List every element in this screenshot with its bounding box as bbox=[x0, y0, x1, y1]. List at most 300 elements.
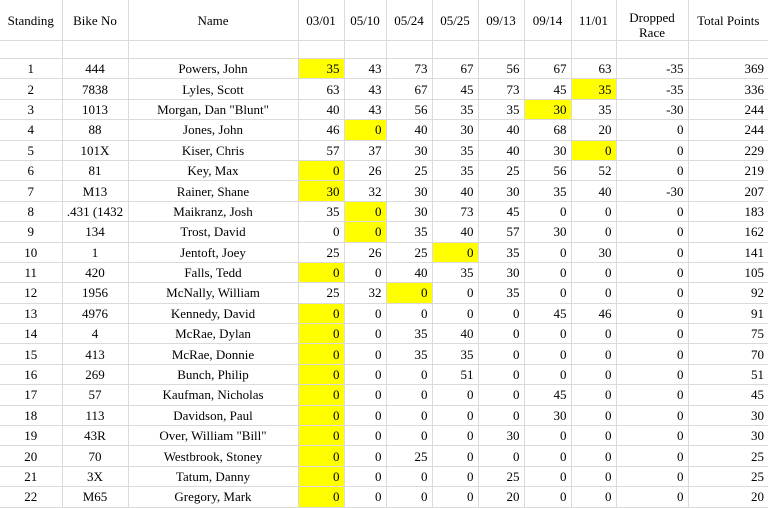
bike-no-cell: 420 bbox=[62, 262, 128, 282]
standing-cell: 13 bbox=[0, 303, 62, 323]
standing-cell: 18 bbox=[0, 405, 62, 425]
score-cell: 35 bbox=[478, 99, 524, 119]
dropped-race-cell: 0 bbox=[616, 487, 688, 507]
score-cell: 0 bbox=[344, 364, 386, 384]
standing-cell: 2 bbox=[0, 79, 62, 99]
bike-no-cell: 1 bbox=[62, 242, 128, 262]
score-cell: 0 bbox=[571, 466, 616, 486]
score-cell: 30 bbox=[432, 120, 478, 140]
header-row bbox=[0, 0, 768, 41]
score-cell: 40 bbox=[571, 181, 616, 201]
score-cell: 0 bbox=[298, 303, 344, 323]
score-cell: 0 bbox=[524, 262, 571, 282]
table-row bbox=[0, 262, 768, 282]
score-cell: 0 bbox=[386, 364, 432, 384]
dropped-race-cell: -35 bbox=[616, 59, 688, 79]
name-cell: Rainer, Shane bbox=[128, 181, 298, 201]
score-cell: 0 bbox=[298, 405, 344, 425]
score-cell: 30 bbox=[478, 426, 524, 446]
bike-no-cell: 70 bbox=[62, 446, 128, 466]
score-cell: 0 bbox=[432, 466, 478, 486]
header-dropped-line1: Dropped bbox=[629, 10, 675, 25]
table-row bbox=[0, 487, 768, 507]
total-points-cell: 92 bbox=[688, 283, 768, 303]
dropped-race-cell: 0 bbox=[616, 201, 688, 221]
standing-cell: 15 bbox=[0, 344, 62, 364]
dropped-race-cell: 0 bbox=[616, 120, 688, 140]
name-cell: Gregory, Mark bbox=[128, 487, 298, 507]
score-cell: 67 bbox=[386, 79, 432, 99]
score-cell: 0 bbox=[432, 446, 478, 466]
table-row bbox=[0, 99, 768, 119]
score-cell: 56 bbox=[386, 99, 432, 119]
table-row bbox=[0, 303, 768, 323]
dropped-race-cell: 0 bbox=[616, 324, 688, 344]
total-points-cell: 45 bbox=[688, 385, 768, 405]
dropped-race-cell: 0 bbox=[616, 262, 688, 282]
dropped-race-cell: 0 bbox=[616, 222, 688, 242]
score-cell: 0 bbox=[386, 405, 432, 425]
bike-no-cell: 3X bbox=[62, 466, 128, 486]
score-cell: 0 bbox=[478, 303, 524, 323]
score-cell: 0 bbox=[344, 303, 386, 323]
total-points-cell: 70 bbox=[688, 344, 768, 364]
score-cell: 0 bbox=[571, 344, 616, 364]
bike-no-cell: 1013 bbox=[62, 99, 128, 119]
score-cell: 63 bbox=[298, 79, 344, 99]
score-cell: 25 bbox=[478, 466, 524, 486]
name-cell: Key, Max bbox=[128, 160, 298, 180]
total-points-cell: 105 bbox=[688, 262, 768, 282]
dropped-race-cell: 0 bbox=[616, 364, 688, 384]
dropped-race-cell: 0 bbox=[616, 466, 688, 486]
dropped-race-cell: 0 bbox=[616, 283, 688, 303]
score-cell: 46 bbox=[571, 303, 616, 323]
bike-no-cell: 101X bbox=[62, 140, 128, 160]
score-cell: 25 bbox=[386, 446, 432, 466]
dropped-race-cell: -30 bbox=[616, 99, 688, 119]
total-points-cell: 336 bbox=[688, 79, 768, 99]
score-cell: 35 bbox=[432, 344, 478, 364]
table-row bbox=[0, 181, 768, 201]
standing-cell: 10 bbox=[0, 242, 62, 262]
total-points-cell: 75 bbox=[688, 324, 768, 344]
total-points-cell: 369 bbox=[688, 59, 768, 79]
score-cell: 0 bbox=[344, 446, 386, 466]
bike-no-cell: 134 bbox=[62, 222, 128, 242]
score-cell: 0 bbox=[298, 324, 344, 344]
score-cell: 43 bbox=[344, 79, 386, 99]
name-cell: Westbrook, Stoney bbox=[128, 446, 298, 466]
header-bike-no: Bike No bbox=[62, 0, 128, 41]
standing-cell: 19 bbox=[0, 426, 62, 446]
bike-no-cell: 88 bbox=[62, 120, 128, 140]
score-cell: 25 bbox=[298, 242, 344, 262]
score-cell: 57 bbox=[298, 140, 344, 160]
standing-cell: 7 bbox=[0, 181, 62, 201]
score-cell: 0 bbox=[344, 385, 386, 405]
score-cell: 26 bbox=[344, 242, 386, 262]
name-cell: Maikranz, Josh bbox=[128, 201, 298, 221]
score-cell: 40 bbox=[432, 324, 478, 344]
score-cell: 45 bbox=[432, 79, 478, 99]
score-cell: 0 bbox=[432, 405, 478, 425]
total-points-cell: 162 bbox=[688, 222, 768, 242]
name-cell: Trost, David bbox=[128, 222, 298, 242]
name-cell: Lyles, Scott bbox=[128, 79, 298, 99]
spacer-row bbox=[0, 41, 768, 59]
score-cell: 0 bbox=[524, 446, 571, 466]
score-cell: 35 bbox=[432, 262, 478, 282]
name-cell: Falls, Tedd bbox=[128, 262, 298, 282]
name-cell: Kaufman, Nicholas bbox=[128, 385, 298, 405]
standing-cell: 9 bbox=[0, 222, 62, 242]
total-points-cell: 219 bbox=[688, 160, 768, 180]
total-points-cell: 207 bbox=[688, 181, 768, 201]
score-cell: 0 bbox=[432, 303, 478, 323]
bike-no-cell: 4 bbox=[62, 324, 128, 344]
bike-no-cell: 4976 bbox=[62, 303, 128, 323]
score-cell: 35 bbox=[298, 201, 344, 221]
score-cell: 0 bbox=[524, 364, 571, 384]
score-cell: 0 bbox=[386, 466, 432, 486]
score-cell: 0 bbox=[298, 160, 344, 180]
score-cell: 35 bbox=[478, 242, 524, 262]
table-row bbox=[0, 222, 768, 242]
score-cell: 35 bbox=[386, 222, 432, 242]
bike-no-cell: 43R bbox=[62, 426, 128, 446]
score-cell: 35 bbox=[432, 160, 478, 180]
bike-no-cell: 113 bbox=[62, 405, 128, 425]
table-row bbox=[0, 385, 768, 405]
score-cell: 0 bbox=[298, 426, 344, 446]
score-cell: 43 bbox=[344, 99, 386, 119]
score-cell: 0 bbox=[386, 283, 432, 303]
dropped-race-cell: 0 bbox=[616, 344, 688, 364]
score-cell: 30 bbox=[298, 181, 344, 201]
name-cell: Powers, John bbox=[128, 59, 298, 79]
total-points-cell: 25 bbox=[688, 466, 768, 486]
score-cell: 0 bbox=[524, 487, 571, 507]
total-points-cell: 30 bbox=[688, 405, 768, 425]
standing-cell: 21 bbox=[0, 466, 62, 486]
bike-no-cell: 7838 bbox=[62, 79, 128, 99]
score-cell: 0 bbox=[571, 385, 616, 405]
bike-no-cell: .431 (1432 bbox=[62, 201, 128, 221]
total-points-cell: 229 bbox=[688, 140, 768, 160]
score-cell: 30 bbox=[524, 99, 571, 119]
standing-cell: 3 bbox=[0, 99, 62, 119]
score-cell: 0 bbox=[298, 466, 344, 486]
standing-cell: 8 bbox=[0, 201, 62, 221]
header-race-5: 09/13 bbox=[478, 0, 524, 41]
dropped-race-cell: 0 bbox=[616, 242, 688, 262]
score-cell: 67 bbox=[524, 59, 571, 79]
bike-no-cell: 444 bbox=[62, 59, 128, 79]
total-points-cell: 244 bbox=[688, 120, 768, 140]
name-cell: Tatum, Danny bbox=[128, 466, 298, 486]
score-cell: 40 bbox=[386, 262, 432, 282]
score-cell: 35 bbox=[571, 79, 616, 99]
score-cell: 35 bbox=[298, 59, 344, 79]
score-cell: 25 bbox=[478, 160, 524, 180]
score-cell: 0 bbox=[386, 426, 432, 446]
score-cell: 40 bbox=[432, 181, 478, 201]
score-cell: 43 bbox=[344, 59, 386, 79]
score-cell: 35 bbox=[524, 181, 571, 201]
standings-body bbox=[0, 59, 768, 508]
dropped-race-cell: -30 bbox=[616, 181, 688, 201]
score-cell: 0 bbox=[524, 324, 571, 344]
score-cell: 63 bbox=[571, 59, 616, 79]
name-cell: McRae, Donnie bbox=[128, 344, 298, 364]
name-cell: Bunch, Philip bbox=[128, 364, 298, 384]
header-race-2: 05/10 bbox=[344, 0, 386, 41]
bike-no-cell: 413 bbox=[62, 344, 128, 364]
score-cell: 56 bbox=[478, 59, 524, 79]
standing-cell: 22 bbox=[0, 487, 62, 507]
total-points-cell: 141 bbox=[688, 242, 768, 262]
score-cell: 73 bbox=[432, 201, 478, 221]
bike-no-cell: 1956 bbox=[62, 283, 128, 303]
score-cell: 35 bbox=[432, 140, 478, 160]
bike-no-cell: 57 bbox=[62, 385, 128, 405]
score-cell: 35 bbox=[386, 344, 432, 364]
standing-cell: 20 bbox=[0, 446, 62, 466]
score-cell: 0 bbox=[524, 426, 571, 446]
score-cell: 30 bbox=[524, 405, 571, 425]
total-points-cell: 25 bbox=[688, 446, 768, 466]
score-cell: 25 bbox=[386, 242, 432, 262]
score-cell: 52 bbox=[571, 160, 616, 180]
score-cell: 0 bbox=[524, 242, 571, 262]
total-points-cell: 244 bbox=[688, 99, 768, 119]
total-points-cell: 30 bbox=[688, 426, 768, 446]
name-cell: Jones, John bbox=[128, 120, 298, 140]
table-row bbox=[0, 466, 768, 486]
header-race-4: 05/25 bbox=[432, 0, 478, 41]
score-cell: 25 bbox=[298, 283, 344, 303]
score-cell: 0 bbox=[298, 385, 344, 405]
score-cell: 0 bbox=[386, 385, 432, 405]
name-cell: Davidson, Paul bbox=[128, 405, 298, 425]
score-cell: 0 bbox=[478, 344, 524, 364]
score-cell: 0 bbox=[478, 385, 524, 405]
score-cell: 73 bbox=[478, 79, 524, 99]
name-cell: Kiser, Chris bbox=[128, 140, 298, 160]
score-cell: 20 bbox=[478, 487, 524, 507]
score-cell: 20 bbox=[571, 120, 616, 140]
score-cell: 40 bbox=[386, 120, 432, 140]
standing-cell: 5 bbox=[0, 140, 62, 160]
score-cell: 46 bbox=[298, 120, 344, 140]
score-cell: 0 bbox=[571, 201, 616, 221]
standing-cell: 1 bbox=[0, 59, 62, 79]
standing-cell: 12 bbox=[0, 283, 62, 303]
score-cell: 45 bbox=[524, 303, 571, 323]
score-cell: 0 bbox=[298, 364, 344, 384]
name-cell: Over, William "Bill" bbox=[128, 426, 298, 446]
score-cell: 0 bbox=[344, 426, 386, 446]
score-cell: 73 bbox=[386, 59, 432, 79]
score-cell: 30 bbox=[524, 140, 571, 160]
standing-cell: 4 bbox=[0, 120, 62, 140]
header-standing: Standing bbox=[0, 0, 62, 41]
score-cell: 0 bbox=[432, 283, 478, 303]
header-total-points: Total Points bbox=[688, 0, 768, 41]
name-cell: Kennedy, David bbox=[128, 303, 298, 323]
table-row bbox=[0, 120, 768, 140]
score-cell: 0 bbox=[524, 466, 571, 486]
table-row bbox=[0, 201, 768, 221]
score-cell: 30 bbox=[478, 181, 524, 201]
score-cell: 40 bbox=[298, 99, 344, 119]
total-points-cell: 20 bbox=[688, 487, 768, 507]
score-cell: 0 bbox=[571, 262, 616, 282]
score-cell: 0 bbox=[298, 344, 344, 364]
score-cell: 40 bbox=[478, 140, 524, 160]
score-cell: 68 bbox=[524, 120, 571, 140]
standing-cell: 11 bbox=[0, 262, 62, 282]
score-cell: 0 bbox=[571, 426, 616, 446]
dropped-race-cell: -35 bbox=[616, 79, 688, 99]
score-cell: 0 bbox=[298, 487, 344, 507]
score-cell: 30 bbox=[386, 201, 432, 221]
score-cell: 0 bbox=[478, 364, 524, 384]
name-cell: Jentoft, Joey bbox=[128, 242, 298, 262]
dropped-race-cell: 0 bbox=[616, 160, 688, 180]
score-cell: 35 bbox=[386, 324, 432, 344]
dropped-race-cell: 0 bbox=[616, 405, 688, 425]
total-points-cell: 183 bbox=[688, 201, 768, 221]
score-cell: 32 bbox=[344, 181, 386, 201]
bike-no-cell: 269 bbox=[62, 364, 128, 384]
header-race-3: 05/24 bbox=[386, 0, 432, 41]
score-cell: 0 bbox=[344, 344, 386, 364]
score-cell: 30 bbox=[386, 181, 432, 201]
score-cell: 45 bbox=[478, 201, 524, 221]
header-race-6: 09/14 bbox=[524, 0, 571, 41]
table-row bbox=[0, 344, 768, 364]
table-row bbox=[0, 242, 768, 262]
score-cell: 0 bbox=[386, 487, 432, 507]
score-cell: 0 bbox=[432, 385, 478, 405]
score-cell: 0 bbox=[571, 487, 616, 507]
score-cell: 0 bbox=[478, 405, 524, 425]
score-cell: 0 bbox=[432, 242, 478, 262]
standing-cell: 17 bbox=[0, 385, 62, 405]
header-name: Name bbox=[128, 0, 298, 41]
name-cell: Morgan, Dan "Blunt" bbox=[128, 99, 298, 119]
score-cell: 30 bbox=[571, 242, 616, 262]
score-cell: 26 bbox=[344, 160, 386, 180]
table-row bbox=[0, 283, 768, 303]
header-race-1: 03/01 bbox=[298, 0, 344, 41]
name-cell: McNally, William bbox=[128, 283, 298, 303]
score-cell: 51 bbox=[432, 364, 478, 384]
total-points-cell: 91 bbox=[688, 303, 768, 323]
score-cell: 25 bbox=[386, 160, 432, 180]
dropped-race-cell: 0 bbox=[616, 446, 688, 466]
score-cell: 57 bbox=[478, 222, 524, 242]
score-cell: 0 bbox=[344, 405, 386, 425]
score-cell: 0 bbox=[571, 283, 616, 303]
table-row bbox=[0, 426, 768, 446]
score-cell: 30 bbox=[524, 222, 571, 242]
score-cell: 0 bbox=[298, 446, 344, 466]
score-cell: 45 bbox=[524, 385, 571, 405]
table-row bbox=[0, 140, 768, 160]
score-cell: 67 bbox=[432, 59, 478, 79]
table-row bbox=[0, 324, 768, 344]
score-cell: 0 bbox=[298, 222, 344, 242]
score-cell: 30 bbox=[386, 140, 432, 160]
score-cell: 0 bbox=[298, 262, 344, 282]
score-cell: 32 bbox=[344, 283, 386, 303]
score-cell: 0 bbox=[478, 324, 524, 344]
standing-cell: 16 bbox=[0, 364, 62, 384]
table-row bbox=[0, 79, 768, 99]
standing-cell: 6 bbox=[0, 160, 62, 180]
score-cell: 0 bbox=[571, 324, 616, 344]
score-cell: 0 bbox=[571, 364, 616, 384]
score-cell: 0 bbox=[344, 222, 386, 242]
score-cell: 35 bbox=[432, 99, 478, 119]
dropped-race-cell: 0 bbox=[616, 303, 688, 323]
score-cell: 0 bbox=[344, 120, 386, 140]
score-cell: 0 bbox=[571, 446, 616, 466]
score-cell: 0 bbox=[571, 222, 616, 242]
score-cell: 56 bbox=[524, 160, 571, 180]
score-cell: 0 bbox=[432, 426, 478, 446]
score-cell: 40 bbox=[478, 120, 524, 140]
header-dropped-race bbox=[616, 0, 688, 41]
header-race-7: 11/01 bbox=[571, 0, 616, 41]
header-dropped-line2: Race bbox=[639, 25, 665, 40]
table-row bbox=[0, 364, 768, 384]
table-row bbox=[0, 160, 768, 180]
score-cell: 0 bbox=[571, 140, 616, 160]
score-cell: 0 bbox=[571, 405, 616, 425]
score-cell: 0 bbox=[524, 201, 571, 221]
score-cell: 37 bbox=[344, 140, 386, 160]
score-cell: 0 bbox=[524, 344, 571, 364]
table-row bbox=[0, 446, 768, 466]
bike-no-cell: 81 bbox=[62, 160, 128, 180]
total-points-cell: 51 bbox=[688, 364, 768, 384]
score-cell: 30 bbox=[478, 262, 524, 282]
score-cell: 0 bbox=[344, 487, 386, 507]
name-cell: McRae, Dylan bbox=[128, 324, 298, 344]
score-cell: 0 bbox=[344, 262, 386, 282]
dropped-race-cell: 0 bbox=[616, 385, 688, 405]
score-cell: 0 bbox=[344, 466, 386, 486]
score-cell: 0 bbox=[386, 303, 432, 323]
score-cell: 0 bbox=[344, 201, 386, 221]
table-row bbox=[0, 405, 768, 425]
bike-no-cell: M65 bbox=[62, 487, 128, 507]
table-row bbox=[0, 59, 768, 79]
dropped-race-cell: 0 bbox=[616, 140, 688, 160]
dropped-race-cell: 0 bbox=[616, 426, 688, 446]
bike-no-cell: M13 bbox=[62, 181, 128, 201]
standing-cell: 14 bbox=[0, 324, 62, 344]
score-cell: 0 bbox=[478, 446, 524, 466]
score-cell: 0 bbox=[524, 283, 571, 303]
score-cell: 35 bbox=[571, 99, 616, 119]
score-cell: 35 bbox=[478, 283, 524, 303]
score-cell: 45 bbox=[524, 79, 571, 99]
